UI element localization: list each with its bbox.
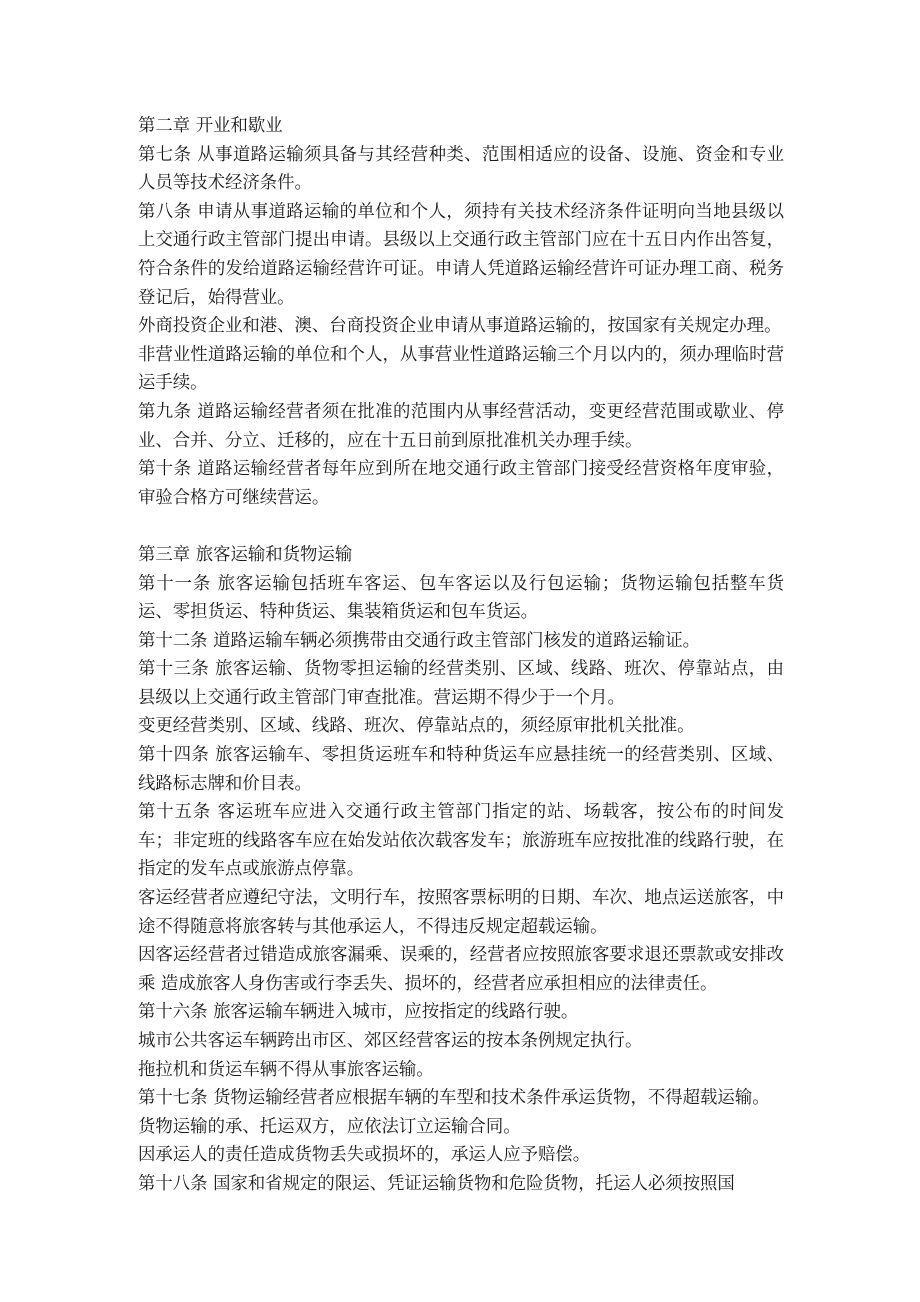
article-16-tractor: 拖拉机和货运车辆不得从事旅客运输。	[138, 1059, 434, 1080]
article-10: 第十条 道路运输经营者每年应到所在地交通行政主管部门接受经营资格年度审验，审验合格方可继续营运。	[138, 459, 784, 508]
article-16-city-bus: 城市公共客运车辆跨出市区、郊区经营客运的按本条例规定执行。	[138, 1031, 643, 1051]
article-9: 第九条 道路运输经营者须在批准的范围内从事经营活动，变更经营范围或歇业、停业、合并、分立、迁移的，应在十五日前到原批准机关办理手续。	[138, 401, 784, 451]
article-15: 第十五条 客运班车应进入交通行政主管部门指定的站、场载客，按公布的时间发车；非定班的线路客车应在始发站依次载客发车；旅游班车应按批准的线路行驶，在指定的发车点或旅游点停靠。	[138, 802, 784, 880]
article-8-non-commercial: 非营业性道路运输的单位和个人，从事营业性道路运输三个月以内的，须办理临时营运手续。	[138, 344, 784, 394]
article-13: 第十三条 旅客运输、货物零担运输的经营类别、区域、线路、班次、停靠站点，由县级以上交通行政主管部门审查批准。营运期不得少于一个月。	[138, 659, 784, 708]
chapter-2-heading: 第二章 开业和歇业	[138, 116, 283, 136]
article-17-contract: 货物运输的承、托运双方，应依法订立运输合同。	[138, 1116, 521, 1137]
article-13-change: 变更经营类别、区域、线路、班次、停靠站点的，须经原审批机关批准。	[138, 716, 695, 737]
article-11: 第十一条 旅客运输包括班车客运、包车客运以及行包运输；货物运输包括整车货运、零担货运、特种货运、集装箱货运和包车货运。	[138, 573, 784, 623]
article-17-compensation: 因承运人的责任造成货物丢失或损坏的，承运人应予赔偿。	[138, 1145, 591, 1166]
article-8-foreign-investment: 外商投资企业和港、澳、台商投资企业申请从事道路运输的，按国家有关规定办理。	[138, 316, 782, 337]
article-17: 第十七条 货物运输经营者应根据车辆的车型和技术条件承运货物，不得超载运输。	[138, 1088, 770, 1109]
chapter-3-heading: 第三章 旅客运输和货物运输	[138, 544, 353, 565]
chapter-spacer	[138, 512, 784, 541]
article-12: 第十二条 道路运输车辆必须携带由交通行政主管部门核发的道路运输证。	[138, 630, 701, 651]
article-14: 第十四条 旅客运输车、零担货运班车和特种货运车应悬挂统一的经营类别、区域、线路标志牌和价目表。	[138, 745, 784, 794]
article-15-liability: 因客运经营者过错造成旅客漏乘、误乘的，经营者应按照旅客要求退还票款或安排改乘 造成旅客人身伤害或行李丢失、损坏的，经营者应承担相应的法律责任。	[138, 945, 784, 994]
article-18: 第十八条 国家和省规定的限运、凭证运输货物和危险货物，托运人必须按照国	[138, 1173, 735, 1194]
document-page	[138, 112, 784, 1199]
article-8: 第八条 申请从事道路运输的单位和个人，须持有关技术经济条件证明向当地县级以上交通行政主管部门提出申请。县级以上交通行政主管部门应在十五日内作出答复，符合条件的发给道路运输经营许可证。申请人凭道路运输经营许可证办理工商、税务登记后，始得营业。	[138, 201, 784, 308]
article-16: 第十六条 旅客运输车辆进入城市，应按指定的线路行驶。	[138, 1002, 579, 1023]
article-7: 第七条 从事道路运输须具备与其经营种类、范围相适应的设备、设施、资金和专业人员等技术经济条件。	[138, 144, 784, 194]
article-15-conduct: 客运经营者应遵纪守法，文明行车，按照客票标明的日期、车次、地点运送旅客，中途不得随意将旅客转与其他承运人，不得违反规定超载运输。	[138, 888, 784, 937]
